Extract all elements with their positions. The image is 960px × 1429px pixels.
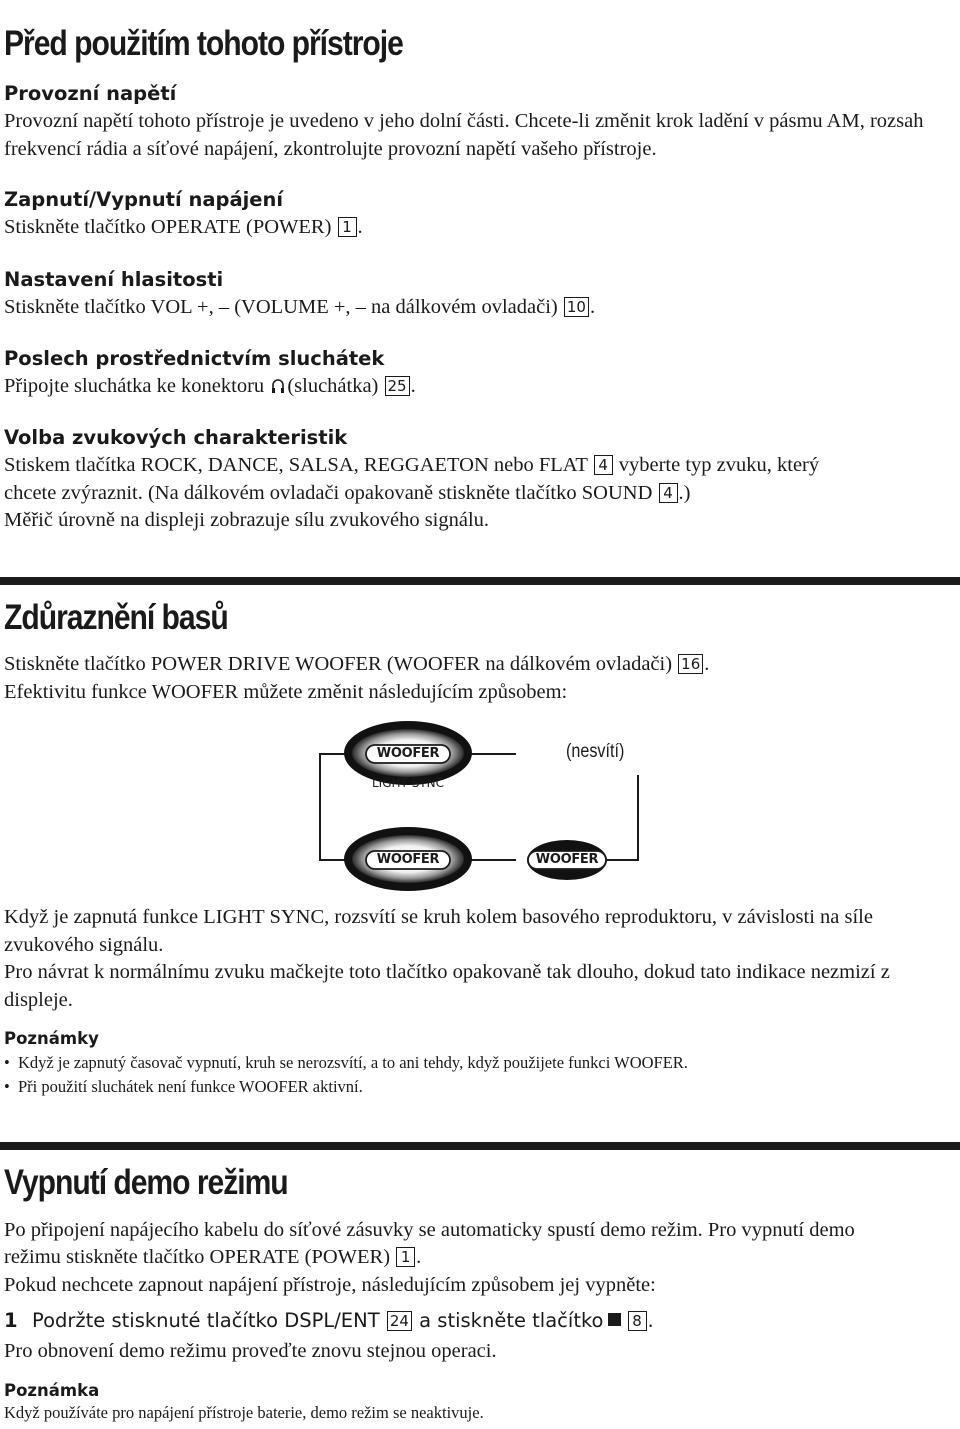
headphones-icon [271, 378, 285, 394]
paragraph-light-sync: Když je zapnutá funkce LIGHT SYNC, rozsvítí se kruh kolem basového reproduktoru, v závislosti na síle zvukového signálu. [4, 906, 873, 956]
sound-text-2a: chcete zvýraznit. (Na dálkovém ovladači opakovaně stiskněte tlačítko SOUND [4, 482, 653, 504]
note-heading: Poznámka [4, 1381, 100, 1400]
paragraph-headphones: Připojte sluchátka ke konektoru (sluchátka) 25 . [4, 375, 416, 397]
light-sync-label: LIGHT SYNC [372, 776, 444, 790]
sound-text-2b: .) [678, 482, 691, 504]
notes-heading: Poznámky [4, 1029, 99, 1048]
step-1: 1 Podržte stisknuté tlačítko DSPL/ENT 24 a stiskněte tlačítko 8 . [4, 1307, 654, 1335]
heading-operating-voltage: Provozní napětí [4, 82, 177, 105]
paragraph-sound-line-3: Měřič úrovně na displeji zobrazuje sílu zvukového signálu. [4, 509, 490, 531]
power-text: Stiskněte tlačítko OPERATE (POWER) [4, 216, 332, 238]
stop-icon [608, 1313, 621, 1326]
section-title-bass-boost: Zdůraznění basů [4, 598, 228, 637]
ref-number-badge: 24 [387, 1311, 412, 1331]
volume-text: Stiskněte tlačítko VOL +, – (VOLUME +, – na dálkovém ovladači) [4, 296, 558, 318]
paragraph-woofer-press: Stiskněte tlačítko POWER DRIVE WOOFER (WOOFER na dálkovém ovladači) 16 . [4, 653, 710, 675]
ref-number-badge: 1 [396, 1247, 415, 1267]
section-divider [0, 1142, 960, 1150]
paragraph-demo-line-2: režimu stiskněte tlačítko OPERATE (POWER) 1 . [4, 1246, 422, 1268]
heading-volume: Nastavení hlasitosti [4, 268, 224, 291]
paragraph-volume: Stiskněte tlačítko VOL +, – (VOLUME +, – na dálkovém ovladači) 10 . [4, 296, 596, 318]
woofer-press-text: Stiskněte tlačítko POWER DRIVE WOOFER (WOOFER na dálkovém ovladači) [4, 653, 673, 675]
bullet-icon: • [4, 1077, 10, 1096]
step-text-b: a stiskněte tlačítko [419, 1309, 604, 1332]
ref-number-badge: 1 [338, 217, 357, 237]
heading-sound-characteristics: Volba zvukových charakteristik [4, 426, 348, 449]
heading-headphones: Poslech prostřednictvím sluchátek [4, 347, 385, 370]
sound-text-1a: Stiskem tlačítka ROCK, DANCE, SALSA, REGGAETON nebo FLAT [4, 454, 588, 476]
paragraph-normal-sound: Pro návrat k normálnímu zvuku mačkejte toto tlačítko opakovaně tak dlouho, dokud tato indikace nezmizí z displeje. [4, 961, 890, 1011]
ref-number-badge: 8 [628, 1311, 647, 1331]
step-number: 1 [4, 1309, 18, 1332]
headphones-text-2: (sluchátka) [287, 375, 379, 397]
step-text-a: Podržte stisknuté tlačítko DSPL/ENT [32, 1309, 380, 1332]
section-divider [0, 577, 960, 585]
heading-power-on-off: Zapnutí/Vypnutí napájení [4, 188, 284, 211]
note-text: Když je zapnutý časovač vypnutí, kruh se nerozsvítí, a to ani tehdy, když použijete funkci WOOFER. [18, 1053, 688, 1072]
note-item [4, 1075, 363, 1099]
section-title-before-use: Před použitím tohoto přístroje [4, 24, 403, 63]
paragraph-demo-power-off: Pokud nechcete zapnout napájení přístroje, následujícím způsobem jej vypněte: [4, 1274, 656, 1296]
bullet-icon: • [4, 1053, 10, 1072]
ref-number-badge: 10 [564, 297, 589, 317]
paragraph-operating-voltage: Provozní napětí tohoto přístroje je uvedeno v jeho dolní části. Chcete-li změnit krok ladění v pásmu AM, rozsah frekvencí rádia a síťové napájení, zkontrolujte provozní napětí vašeho přístroje. [4, 110, 924, 160]
headphones-text: Připojte sluchátka ke konektoru [4, 375, 265, 397]
paragraph-power-on-off: Stiskněte tlačítko OPERATE (POWER) 1 . [4, 216, 363, 238]
paragraph-sound-line-2 [4, 480, 954, 508]
sound-text-1b: vyberte typ zvuku, který [618, 454, 820, 476]
paragraph-demo-restore: Pro obnovení demo režimu proveďte znovu stejnou operaci. [4, 1340, 497, 1362]
note-text: Když používáte pro napájení přístroje baterie, demo režim se neaktivuje. [4, 1403, 484, 1422]
ref-number-badge: 25 [385, 376, 410, 396]
ref-number-badge: 4 [594, 455, 613, 475]
note-item [4, 1051, 688, 1075]
section-title-demo-mode: Vypnutí demo režimu [4, 1163, 288, 1202]
paragraph-sound-line-1 [4, 452, 954, 480]
demo-text-2: režimu stiskněte tlačítko OPERATE (POWER) [4, 1246, 391, 1268]
not-lit-label: (nesvítí) [566, 741, 625, 762]
woofer-label-bottom-right: WOOFER [535, 852, 599, 867]
ref-number-badge: 16 [678, 654, 703, 674]
woofer-label-bottom-left: WOOFER [376, 852, 440, 867]
paragraph-woofer-modes: Efektivitu funkce WOOFER můžete změnit následujícím způsobem: [4, 681, 568, 703]
note-text: Při použití sluchátek není funkce WOOFER aktivní. [18, 1077, 363, 1096]
ref-number-badge: 4 [659, 483, 678, 503]
woofer-label-top: WOOFER [376, 746, 440, 761]
paragraph-demo-line-1: Po připojení napájecího kabelu do síťové zásuvky se automaticky spustí demo režim. Pro vypnutí demo [4, 1219, 855, 1241]
